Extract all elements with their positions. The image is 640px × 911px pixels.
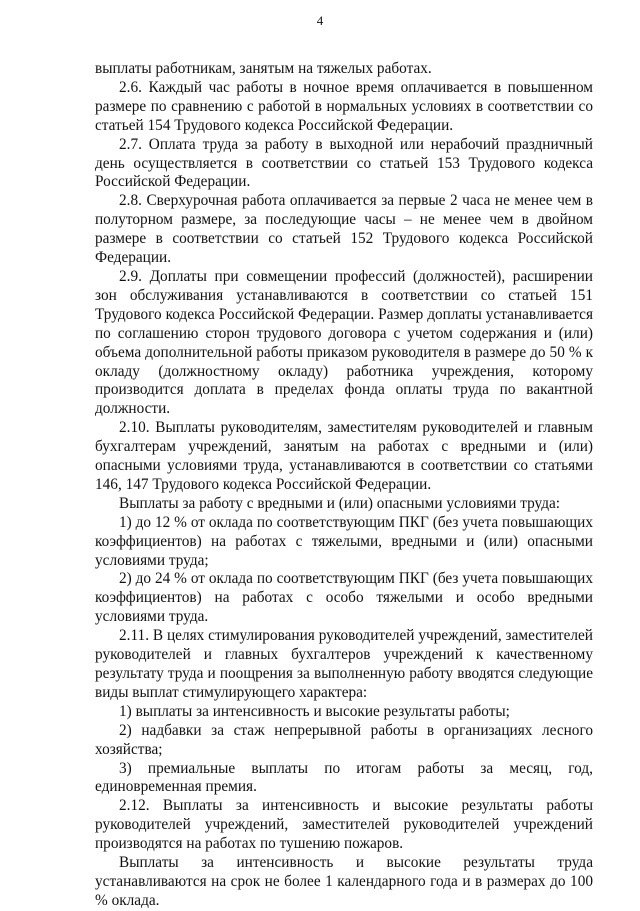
list-item-incentive-3: 3) премиальные выплаты по итогам работы за месяц, год, единовременная премия.: [95, 759, 593, 796]
paragraph-2-12: 2.12. Выплаты за интенсивность и высокие результаты работы руководителей учреждений, заместителей руководителей учреждений производятся на работах по тушению пожаров.: [95, 797, 593, 853]
list-item-hazard-2: 2) до 24 % от оклада по соответствующим ПКГ (без учета повышающих коэффициентов) на работах с особо тяжелыми и особо вредными условиями труда.: [95, 570, 593, 626]
paragraph-2-11: 2.11. В целях стимулирования руководителей учреждений, заместителей руководителей и главных бухгалтеров учреждений к качественному результату труда и поощрения за выполненную работу вводятся следующие виды выплат стимулирующего характера:: [95, 627, 593, 701]
list-item-incentive-2: 2) надбавки за стаж непрерывной работы в организациях лесного хозяйства;: [95, 721, 593, 758]
list-item-incentive-1: 1) выплаты за интенсивность и высокие результаты работы;: [119, 702, 510, 720]
paragraph-final: Выплаты за интенсивность и высокие результаты труда устанавливаются на срок не более 1 календарного года и в размерах до 100 % оклада.: [95, 854, 593, 909]
paragraph-2-9: 2.9. Доплаты при совмещении профессий (должностей), расширении зон обслуживания устанавливаются в соответствии со статьей 151 Трудового кодекса Российской Федерации. Размер доплаты устанавливается по соглашению сторон трудового договора с учетом содержания и (или) объема дополнительной работы приказом руководителя в размере до 50 % к окладу (должностному окладу) работника учреждения, которому производится доплата в пределах фонда оплаты труда по вакантной должности.: [95, 267, 593, 418]
list-item-hazard-1: 1) до 12 % от оклада по соответствующим ПКГ (без учета повышающих коэффициентов) на работах с тяжелыми, вредными и (или) опасными условиями труда;: [95, 513, 593, 569]
page-number: 4: [316, 13, 324, 28]
paragraph-continuation: выплаты работникам, занятым на тяжелых работах.: [95, 60, 432, 77]
paragraph-2-6: 2.6. Каждый час работы в ночное время оплачивается в повышенном размере по сравнению с работой в нормальных условиях в соответствии со статьей 154 Трудового кодекса Российской Федерации.: [95, 78, 593, 134]
paragraph-hazard-intro: Выплаты за работу с вредными и (или) опасными условиями труда:: [119, 494, 561, 512]
paragraph-2-10: 2.10. Выплаты руководителям, заместителям руководителей и главным бухгалтерам учреждений, занятым на работах с вредными и (или) опасными условиями труда, устанавливаются в соответствии со статьями 146, 147 Трудового кодекса Российской Федерации.: [95, 419, 593, 493]
document-body: [95, 60, 593, 911]
paragraph-2-7: 2.7. Оплата труда за работу в выходной или нерабочий праздничный день осуществляется в соответствии со статьей 153 Трудового кодекса Российской Федерации.: [95, 135, 593, 191]
paragraph-2-8: 2.8. Сверхурочная работа оплачивается за первые 2 часа не менее чем в полуторном размере, за последующие часы – не менее чем в двойном размере в соответствии со статьей 152 Трудового кодекса Российской Федерации.: [95, 192, 593, 267]
